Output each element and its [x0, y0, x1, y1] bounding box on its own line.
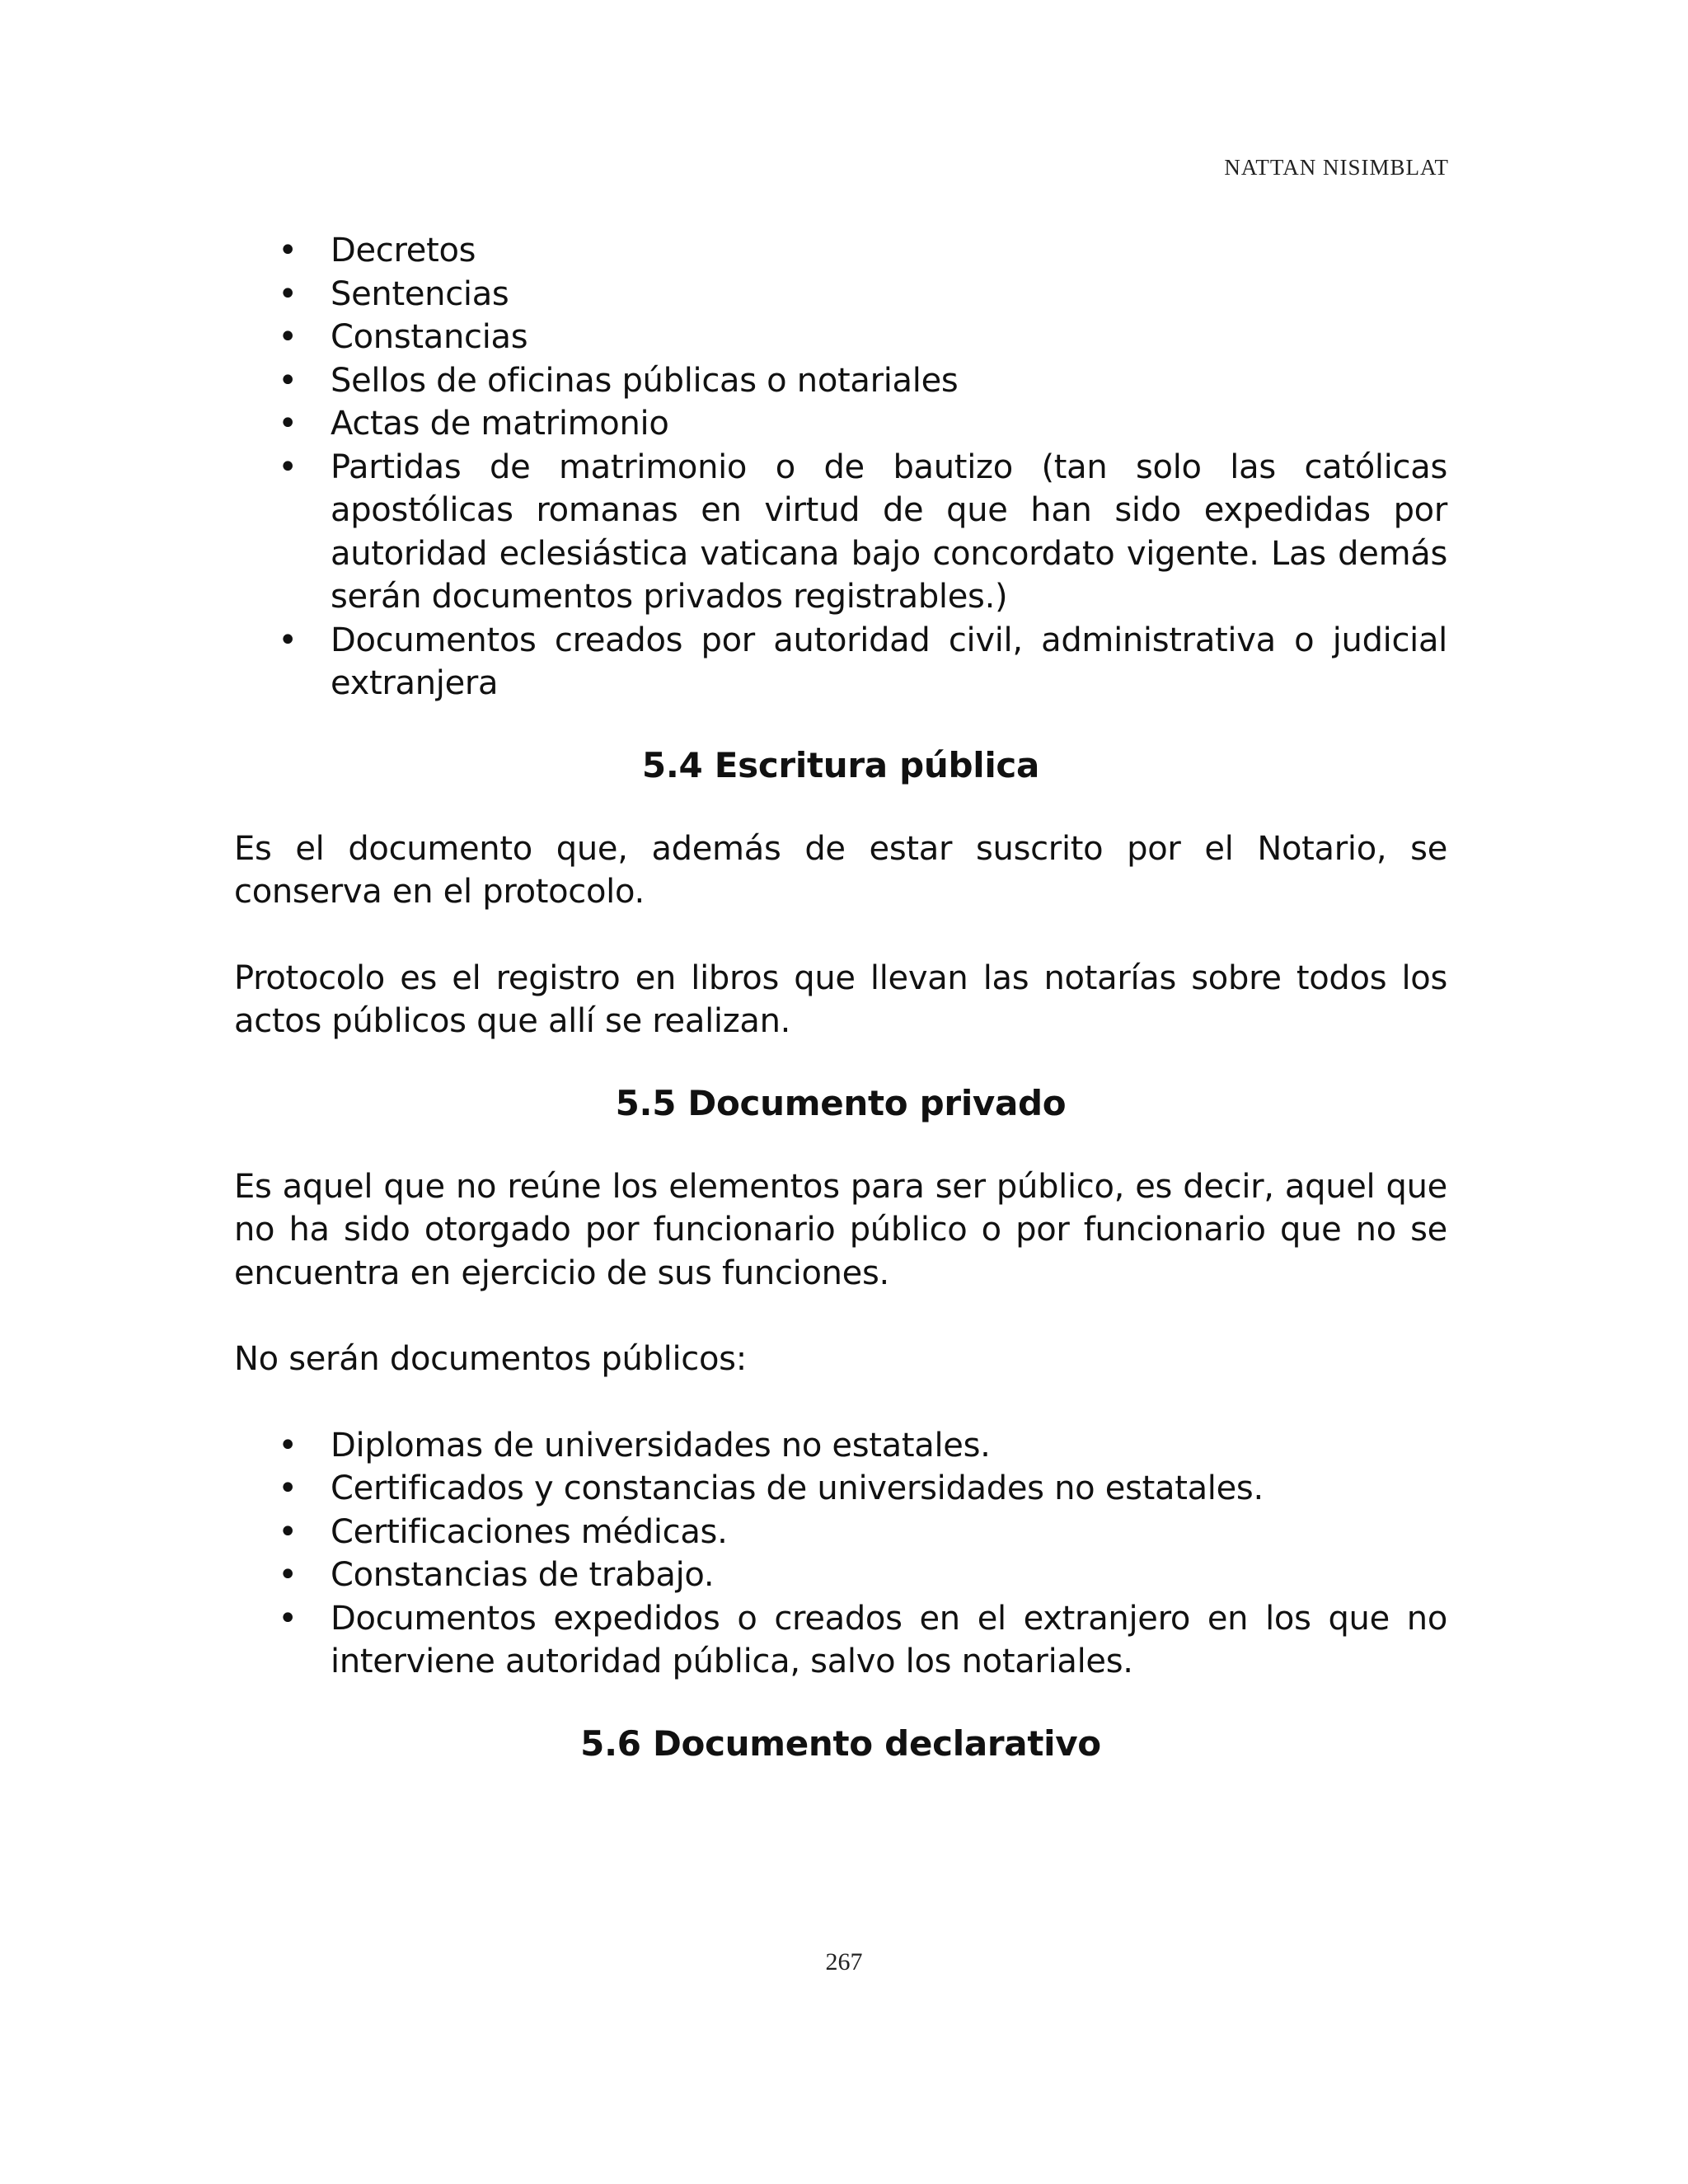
list-item: [278, 402, 1447, 446]
list-item-text: Constancias de trabajo.: [331, 1556, 715, 1594]
page-number: 267: [825, 1948, 863, 1975]
bullet-icon: •: [278, 621, 298, 659]
bullet-icon: •: [278, 1469, 298, 1507]
paragraph: Es el documento que, además de estar suscrito por el Notario, se conserva en el protocolo.: [234, 829, 1447, 911]
list-item-text: Documentos expedidos o creados en el extranjero en los que no interviene autoridad pública, salvo los notariales.: [331, 1599, 1447, 1680]
list-item-text: Actas de matrimonio: [331, 405, 669, 443]
bullet-icon: •: [278, 1426, 298, 1465]
list-item: [278, 316, 1447, 359]
list-item: [278, 229, 1447, 273]
list-item-text: Decretos: [331, 232, 476, 269]
paragraph: No serán documentos públicos:: [234, 1340, 747, 1378]
running-head: NATTAN NISIMBLAT: [1224, 155, 1449, 180]
list-item: [278, 1511, 1447, 1554]
section-heading-documento-privado: 5.5 Documento privado: [615, 1082, 1067, 1123]
list-item: [278, 619, 1447, 705]
section-heading-escritura-publica: 5.4 Escritura pública: [641, 744, 1040, 785]
bullet-icon: •: [278, 448, 298, 486]
list-item: [278, 446, 1447, 619]
list-public-documents: [234, 229, 1447, 705]
paragraph: Es aquel que no reúne los elementos para ser público, es decir, aquel que no ha sido otorgado por funcionario público o por funcionario que no se encuentra en ejercicio de sus funciones.: [234, 1167, 1447, 1292]
bullet-icon: •: [278, 1512, 298, 1551]
section-heading-documento-declarativo: 5.6 Documento declarativo: [580, 1722, 1101, 1764]
list-item: [278, 1597, 1447, 1684]
list-item-text: Documentos creados por autoridad civil, administrativa o judicial extranjera: [331, 621, 1447, 702]
list-item: [278, 273, 1447, 316]
bullet-icon: •: [278, 274, 298, 313]
list-item-text: Diplomas de universidades no estatales.: [331, 1426, 991, 1465]
list-non-public-documents: [234, 1424, 1447, 1684]
list-item-text: Certificados y constancias de universidades no estatales.: [331, 1469, 1264, 1507]
list-item-text: Constancias: [331, 318, 528, 356]
bullet-icon: •: [278, 1599, 298, 1638]
list-item: [278, 1424, 1447, 1468]
bullet-icon: •: [278, 232, 298, 269]
list-item: [278, 1554, 1447, 1597]
bullet-icon: •: [278, 1556, 298, 1594]
list-item-text: Certificaciones médicas.: [331, 1512, 728, 1551]
bullet-icon: •: [278, 361, 298, 400]
paragraph: Protocolo es el registro en libros que llevan las notarías sobre todos los actos públicos que allí se realizan.: [234, 958, 1447, 1040]
bullet-icon: •: [278, 405, 298, 443]
page-content: [234, 229, 1447, 1765]
list-item: [278, 1467, 1447, 1511]
bullet-icon: •: [278, 318, 298, 356]
list-item: [278, 359, 1447, 403]
list-item-text: Partidas de matrimonio o de bautizo (tan solo las católicas apostólicas romanas en virtud de que han sido expedidas por autoridad eclesiástica vaticana bajo concordato vigente. Las demás serán documentos privados registrables.): [331, 448, 1447, 616]
list-item-text: Sellos de oficinas públicas o notariales: [331, 361, 959, 400]
list-item-text: Sentencias: [331, 274, 509, 313]
